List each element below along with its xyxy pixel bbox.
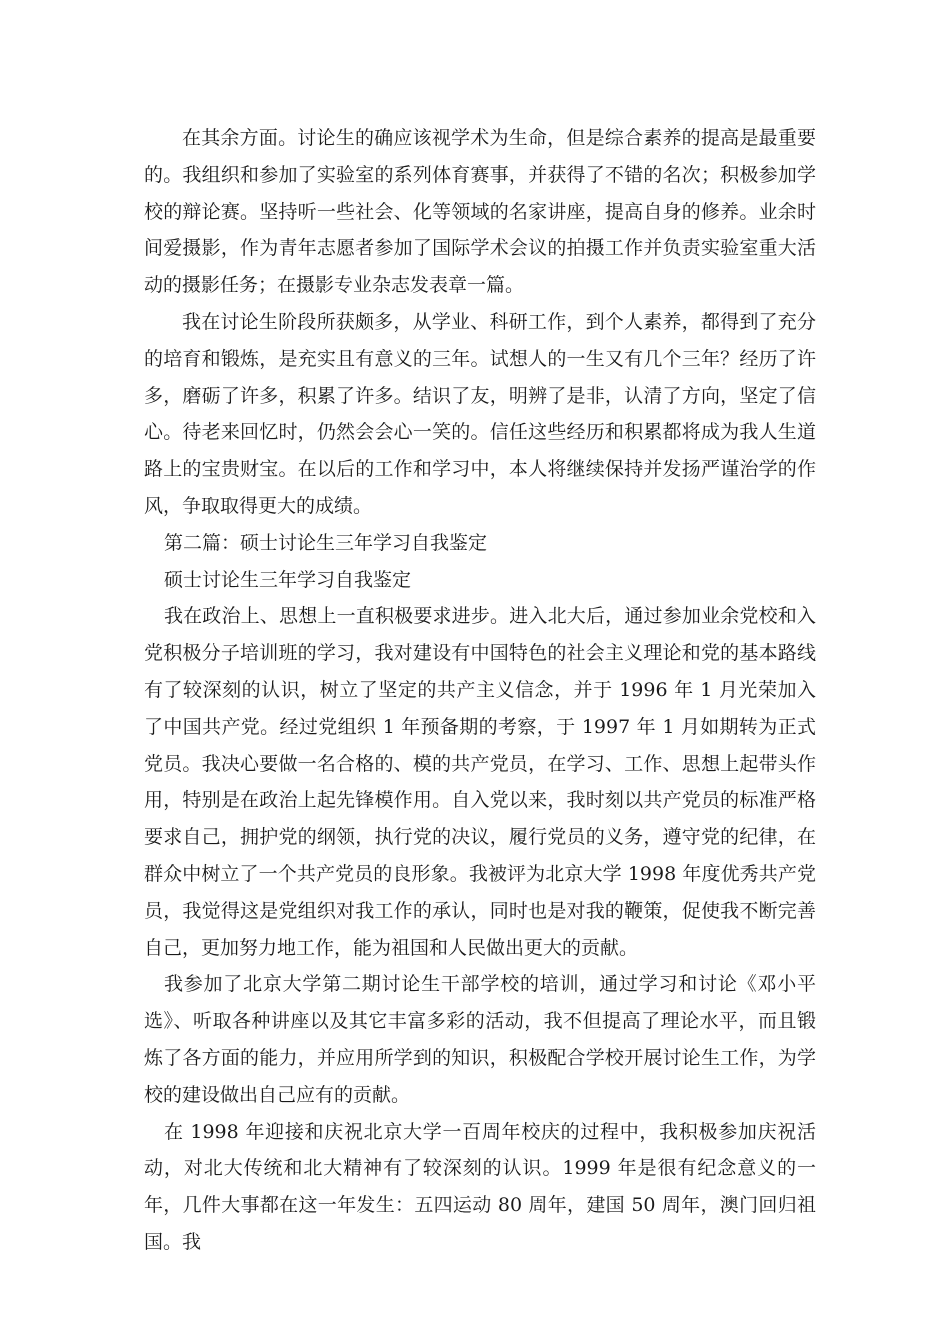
paragraph-training: 我参加了北京大学第二期讨论生干部学校的培训，通过学习和讨论《邓小平选》、听取各种讲座以及其它丰富多彩的活动，我不但提高了理论水平，而且锻炼了各方面的能力，并应用所学到的知识，积极配合学校开展讨论生工作，为学校的建设做出自己应有的贡献。 bbox=[144, 973, 816, 1106]
paragraph-political: 我在政治上、思想上一直积极要求进步。进入北大后，通过参加业余党校和入党积极分子培训班的学习，我对建设有中国特色的社会主义理论和党的基本路线有了较深刻的认识，树立了坚定的共产主义信念，并于 1996 年 1 月光荣加入了中国共产党。经过党组织 1 年预备期的考察，于 1997 年 1 月如期转为正式党员。我决心要做一名合格的、模的共产党员，在学习、工作、思想上起带头作用，特别是在政治上起先锋模作用。自入党以来，我时刻以共产党员的标准严格要求自己，拥护党的纲领，执行党的决议，履行党员的义务，遵守党的纪律，在群众中树立了一个共产党员的良形象。我被评为北京大学 1998 年度优秀共产党员，我觉得这是党组织对我工作的承认，同时也是对我的鞭策，促使我不断完善自己，更加努力地工作，能为祖国和人民做出更大的贡献。 bbox=[144, 605, 816, 959]
paragraph-summary: 我在讨论生阶段所获颇多，从学业、科研工作，到个人素养，都得到了充分的培育和锻炼，是充实且有意义的三年。试想人的一生又有几个三年？经历了许多，磨砺了许多，积累了许多。结识了友，明辨了是非，认清了方向，坚定了信心。待老来回忆时，仍然会会心一笑的。信任这些经历和积累都将成为我人生道路上的宝贵财宝。在以后的工作和学习中，本人将继续保持并发扬严谨治学的作风，争取取得更大的成绩。 bbox=[144, 310, 816, 517]
section-subtitle: 硕士讨论生三年学习自我鉴定 bbox=[163, 568, 411, 591]
section-title: 第二篇：硕士讨论生三年学习自我鉴定 bbox=[163, 531, 487, 554]
document-body bbox=[144, 120, 816, 1261]
paragraph-other-aspects: 在其余方面。讨论生的确应该视学术为生命，但是综合素养的提高是最重要的。我组织和参加了实验室的系列体育赛事，并获得了不错的名次；积极参加学校的辩论赛。坚持听一些社会、化等领域的名家讲座，提高自身的修养。业余时间爱摄影，作为青年志愿者参加了国际学术会议的拍摄工作并负责实验室重大活动的摄影任务；在摄影专业杂志发表章一篇。 bbox=[144, 127, 816, 297]
paragraph-anniversary: 在 1998 年迎接和庆祝北京大学一百周年校庆的过程中，我积极参加庆祝活动，对北大传统和北大精神有了较深刻的认识。1999 年是很有纪念意义的一年，几件大事都在这一年发生：五四运动 80 周年，建国 50 周年，澳门回归祖国。我 bbox=[144, 1120, 816, 1253]
